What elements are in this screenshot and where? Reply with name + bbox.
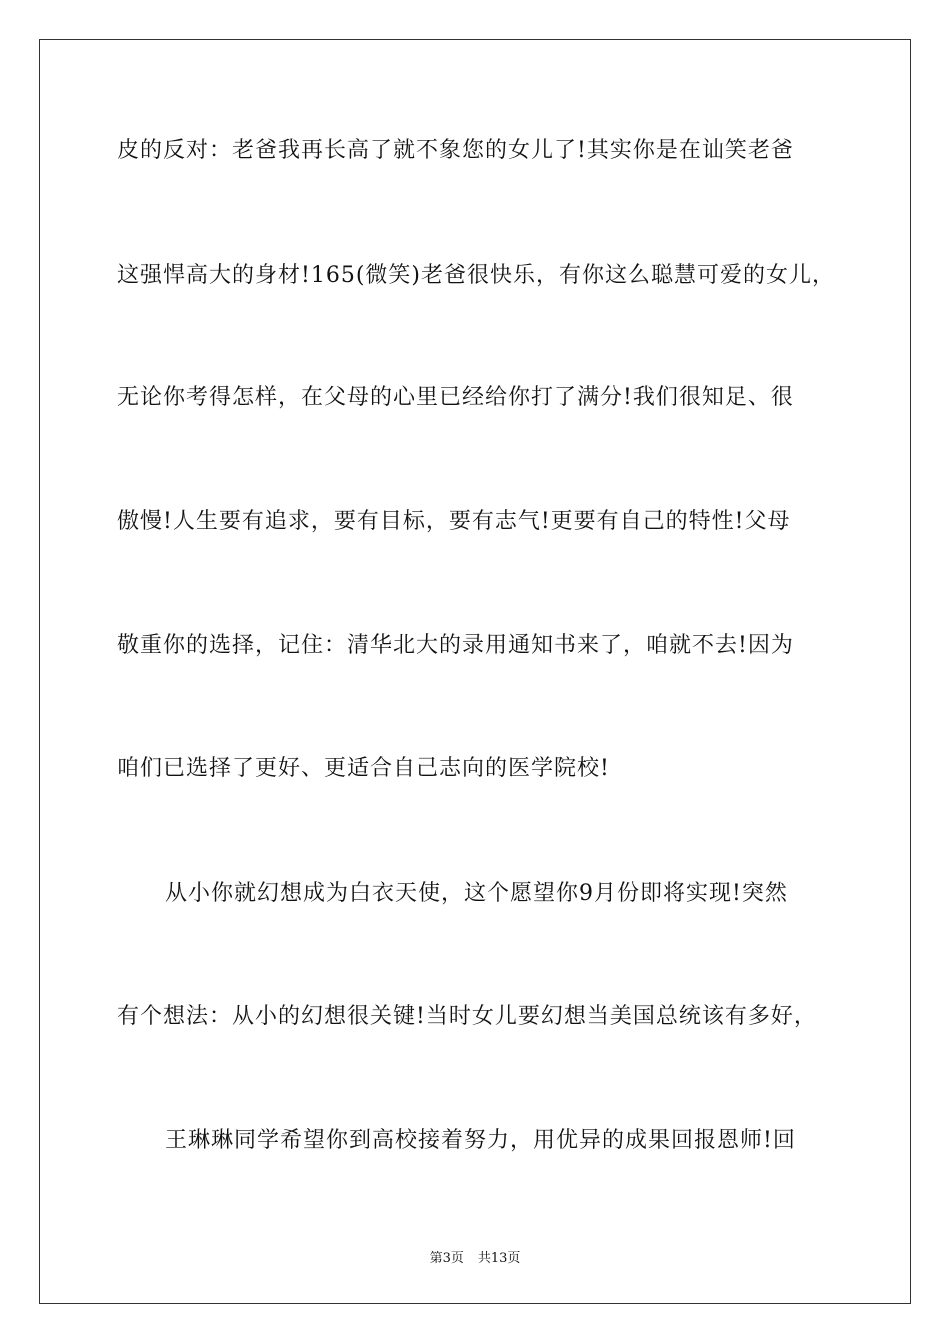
body-line-4: 傲慢!人生要有追求，要有目标，要有志气!更要有自己的特性!父母 (117, 509, 791, 534)
page-frame (39, 39, 911, 1304)
current-page-label: 第3页 (429, 1251, 464, 1266)
body-line-2: 这强悍高大的身材!165(微笑)老爸很快乐，有你这么聪慧可爱的女儿， (117, 263, 836, 288)
total-pages-label: 共13页 (477, 1251, 521, 1266)
body-line-3: 无论你考得怎样，在父母的心里已经给你打了满分!我们很知足、很 (117, 385, 794, 410)
page-footer (0, 1247, 950, 1266)
body-line-7: 从小你就幻想成为白衣天使，这个愿望你9月份即将实现!突然 (165, 881, 788, 906)
body-line-1: 皮的反对：老爸我再长高了就不象您的女儿了!其实你是在讪笑老爸 (117, 138, 794, 163)
body-line-5: 敬重你的选择，记住：清华北大的录用通知书来了，咱就不去!因为 (117, 633, 794, 658)
body-line-6: 咱们已选择了更好、更适合自己志向的医学院校! (117, 756, 610, 781)
body-line-9: 王琳琳同学希望你到高校接着努力，用优异的成果回报恩师!回 (165, 1128, 796, 1153)
body-line-8: 有个想法：从小的幻想很关键!当时女儿要幻想当美国总统该有多好， (117, 1004, 817, 1029)
